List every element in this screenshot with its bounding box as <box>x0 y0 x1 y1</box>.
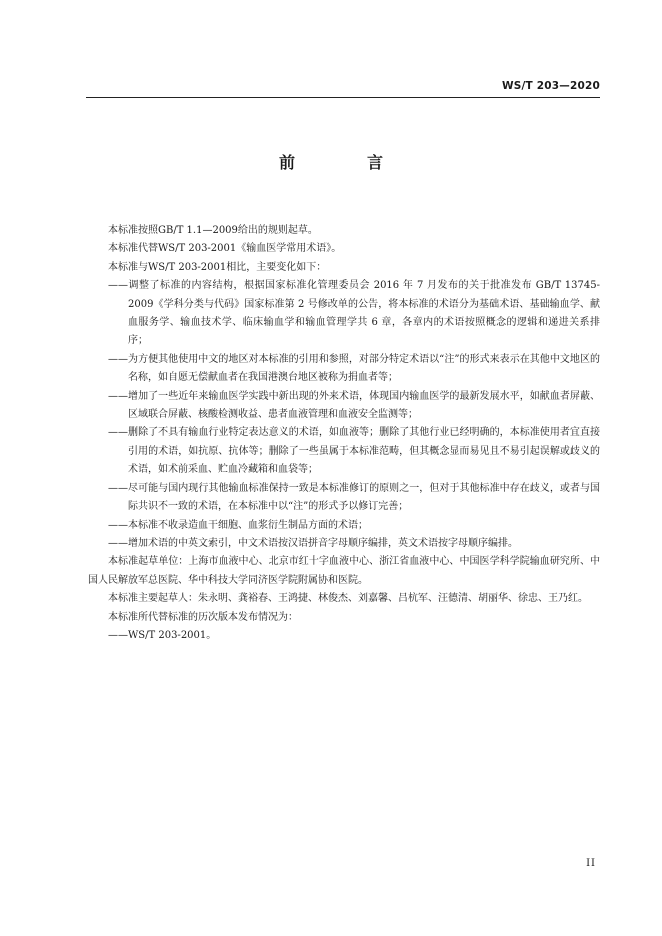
change-item: ——为方便其他使用中文的地区对本标准的引用和参照，对部分特定术语以“注”的形式来表示在其他中文地区的名称，如自愿无偿献血者在我国港澳台地区被称为捐血者等； <box>108 353 600 384</box>
paragraph-changes-intro: 本标准与WS/T 203-2001相比，主要变化如下： <box>108 261 327 273</box>
change-item: ——删除了不具有输血行业特定表达意义的术语，如血液等；删除了其他行业已经明确的，本标准使用者宜直接引用的术语，如抗原、抗体等；删除了一些虽属于本标准范畴，但其概念显而易见且不易引起误解或歧义的术语，如术前采血、贮血冷藏箱和血袋等； <box>108 427 600 476</box>
document-code: WS/T 203—2020 <box>501 80 600 92</box>
change-item: ——增加了一些近年来输血医学实践中新出现的外来术语，体现国内输血医学的最新发展水平，如献血者屏蔽、区域联合屏蔽、核酸检测收益、患者血液管理和血液安全监测等； <box>108 390 600 421</box>
header-rule <box>86 97 600 98</box>
page-title: 前 言 <box>278 153 411 172</box>
change-item: ——调整了标准的内容结构，根据国家标准化管理委员会 2016 年 7 月发布的关于批准发布 GB/T 13745-2009《学科分类与代码》国家标准第 2 号修改单的公告，将本标准的术语分为基础术语、基础输血学、献血服务学、输血技术学、临床输血学和输血管理学共 6 章，各章内的术语按照概念的逻辑和递进关系排序； <box>108 280 600 347</box>
change-item: ——增加术语的中英文索引，中文术语按汉语拼音字母顺序编排，英文术语按字母顺序编排。 <box>108 537 518 549</box>
change-item: ——本标准不收录造血干细胞、血浆衍生制品方面的术语； <box>108 519 368 531</box>
drafting-units: 本标准起草单位：上海市血液中心、北京市红十字血液中心、浙江省血液中心、中国医学科学院输血研究所、中国人民解放军总医院、华中科技大学同济医学院附属协和医院。 <box>88 556 600 586</box>
page-number: II <box>586 858 596 869</box>
paragraph-drafting-rule: 本标准按照GB/T 1.1—2009给出的规则起草。 <box>108 225 318 236</box>
history-intro: 本标准所代替标准的历次版本发布情况为： <box>108 611 298 623</box>
paragraph-replaces: 本标准代替WS/T 203-2001《输血医学常用术语》。 <box>108 243 342 255</box>
foreword-body <box>88 222 600 645</box>
history-item: ——WS/T 203-2001。 <box>108 629 217 641</box>
drafters: 本标准主要起草人：朱永明、龚裕春、王鸿捷、林俊杰、刘嘉馨、吕杭军、汪德清、胡丽华、徐忠、王乃红。 <box>108 593 588 605</box>
change-item: ——尽可能与国内现行其他输血标准保持一致是本标准修订的原则之一，但对于其他标准中存在歧义，或者与国际共识不一致的术语，在本标准中以“注”的形式予以修订完善； <box>108 482 600 513</box>
